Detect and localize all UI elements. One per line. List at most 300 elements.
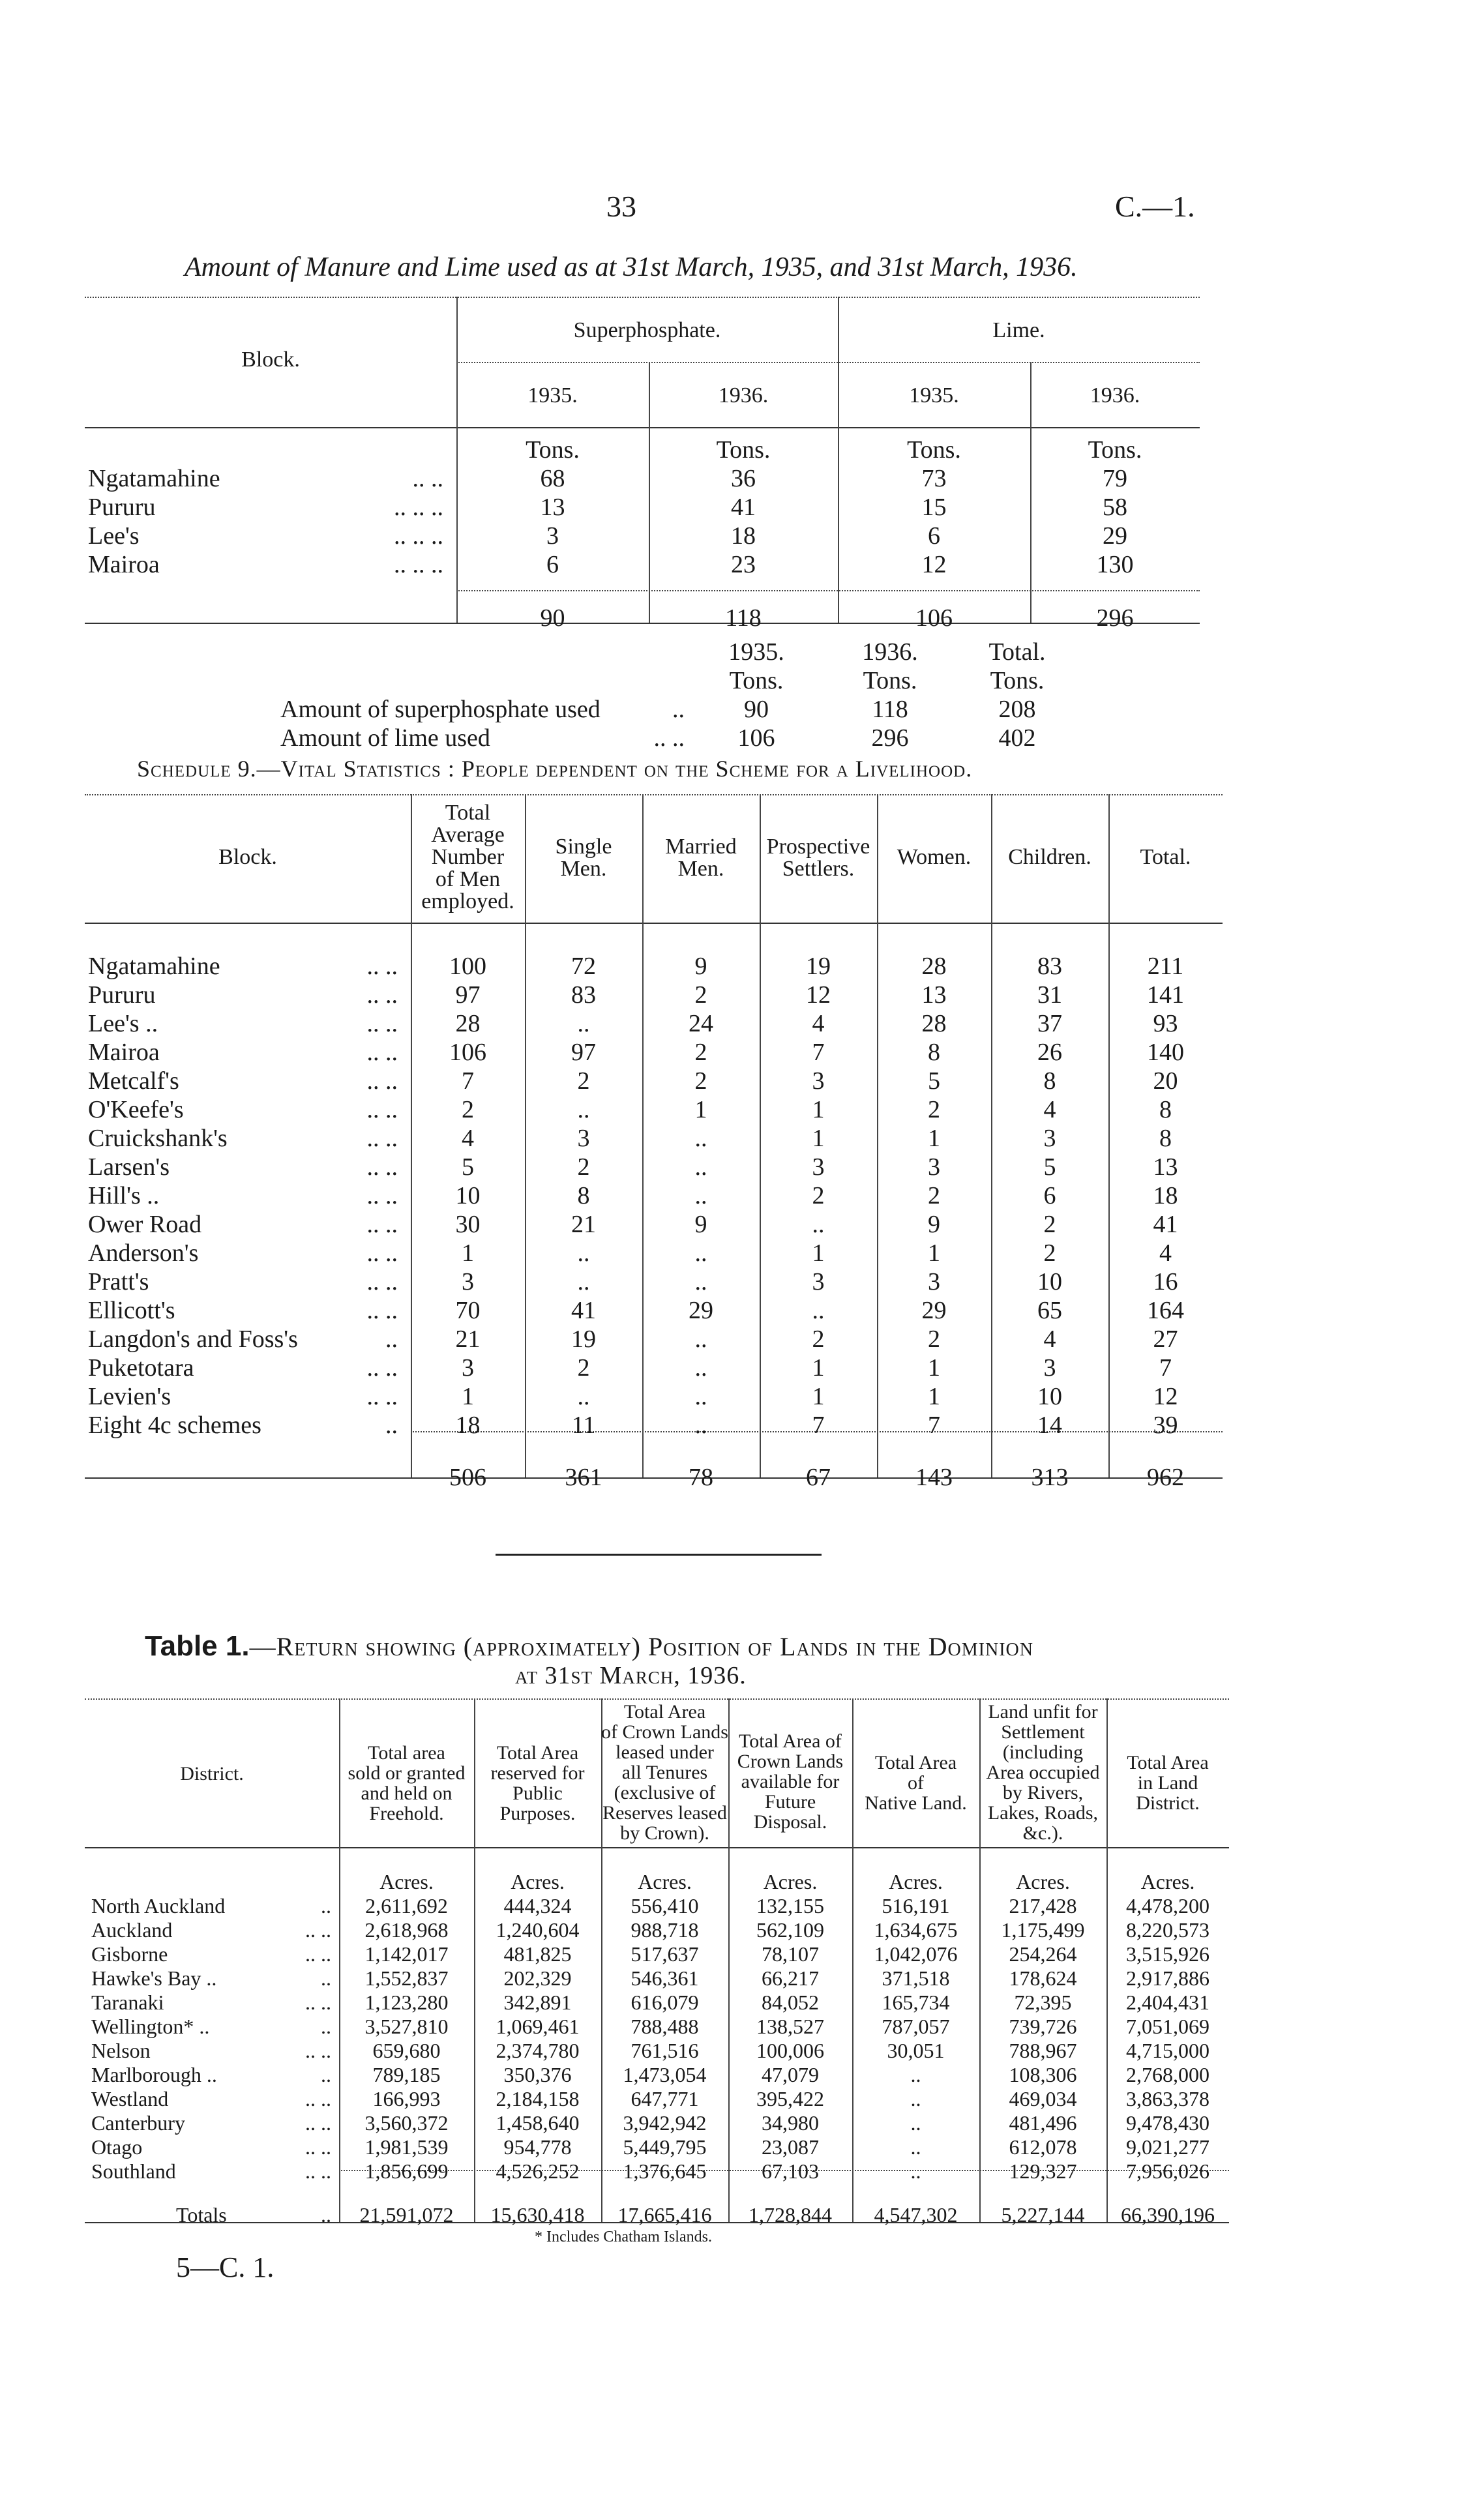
total-cell: 66,390,196 bbox=[1121, 2202, 1215, 2227]
value-cell: 3 bbox=[1043, 1125, 1056, 1152]
leader-dots: .. .. bbox=[305, 2159, 331, 2183]
block-name: Ngatamahine bbox=[88, 953, 220, 980]
value-cell: .. bbox=[694, 1412, 707, 1439]
table-row bbox=[88, 550, 1200, 579]
value-cell: 2 bbox=[462, 1096, 474, 1123]
value-cell: 481,825 bbox=[503, 1942, 572, 1966]
value-cell: 72 bbox=[571, 953, 596, 980]
total-cell: 78 bbox=[689, 1464, 713, 1491]
block-name: Langdon's and Foss's bbox=[88, 1326, 298, 1353]
value-cell: 41 bbox=[731, 494, 756, 521]
header-line: Total Area bbox=[496, 1742, 579, 1764]
unit-cell: Acres. bbox=[638, 1870, 692, 1893]
value-cell: 6 bbox=[928, 522, 940, 550]
total-cell: 106 bbox=[915, 604, 953, 632]
value-cell: 18 bbox=[455, 1412, 481, 1439]
value-cell: 5 bbox=[462, 1153, 474, 1181]
total-header: Total. bbox=[1140, 845, 1191, 869]
summary-value: 208 bbox=[998, 696, 1036, 723]
table-row bbox=[91, 2135, 1229, 2159]
leader-dots: .. bbox=[385, 1326, 398, 1353]
lime-header: Lime. bbox=[992, 318, 1045, 342]
value-cell: 138,527 bbox=[756, 2015, 824, 2038]
leader-dots: .. .. bbox=[366, 981, 398, 1009]
table1-body bbox=[91, 1870, 1229, 2232]
value-cell: 1,240,604 bbox=[496, 1918, 580, 1942]
header-line: Total area bbox=[368, 1742, 445, 1764]
rule bbox=[85, 1698, 1229, 1700]
value-cell: 3 bbox=[1043, 1354, 1056, 1382]
value-cell: 2 bbox=[694, 1067, 707, 1095]
col6-header bbox=[979, 1702, 1106, 1843]
table-row bbox=[88, 522, 1200, 550]
value-cell: 79 bbox=[1103, 465, 1127, 492]
block-name: Eight 4c schemes bbox=[88, 1412, 261, 1439]
header-line: by Rivers, bbox=[1002, 1782, 1084, 1803]
table-row bbox=[88, 1153, 1223, 1181]
year-header: 1936. bbox=[1090, 383, 1140, 407]
value-cell: 4 bbox=[812, 1010, 825, 1037]
summary-year: Total. bbox=[988, 638, 1046, 666]
value-cell: 10 bbox=[1037, 1383, 1062, 1410]
value-cell: 3 bbox=[928, 1153, 940, 1181]
table-row bbox=[88, 1382, 1223, 1411]
value-cell: 24 bbox=[689, 1010, 713, 1037]
district-name: Gisborne bbox=[91, 1942, 168, 1966]
value-cell: 83 bbox=[1037, 953, 1062, 980]
value-cell: 26 bbox=[1037, 1039, 1062, 1066]
value-cell: 12 bbox=[921, 551, 947, 578]
value-cell: 211 bbox=[1147, 953, 1184, 980]
summary-units-row bbox=[280, 666, 1076, 695]
value-cell: 7 bbox=[1159, 1354, 1172, 1382]
value-cell: 19 bbox=[806, 953, 831, 980]
year-header: 1935. bbox=[909, 383, 959, 407]
value-cell: 29 bbox=[1103, 522, 1127, 550]
leader-dots: .. bbox=[321, 1894, 331, 1918]
header-line: Married bbox=[665, 835, 737, 859]
leader-dots: .. .. bbox=[653, 724, 685, 752]
header-line: of Men bbox=[435, 867, 501, 891]
summary-row bbox=[280, 724, 1076, 752]
value-cell: 3,515,926 bbox=[1126, 1942, 1209, 1966]
rule bbox=[85, 923, 1223, 924]
value-cell: 78,107 bbox=[762, 1942, 819, 1966]
summary-value: 402 bbox=[998, 724, 1036, 752]
value-cell: 166,993 bbox=[372, 2087, 441, 2111]
value-cell: .. bbox=[577, 1096, 590, 1123]
table-row bbox=[91, 1966, 1229, 1991]
value-cell: 83 bbox=[571, 981, 596, 1009]
total-cell: 296 bbox=[1096, 604, 1134, 632]
children-header: Children. bbox=[1008, 845, 1091, 869]
value-cell: 19 bbox=[571, 1326, 596, 1353]
value-cell: 789,185 bbox=[372, 2063, 441, 2086]
value-cell: 2 bbox=[577, 1153, 590, 1181]
value-cell: 97 bbox=[455, 981, 481, 1009]
totals-row bbox=[88, 1440, 1223, 1497]
value-cell: 8 bbox=[577, 1182, 590, 1209]
table-row bbox=[88, 1325, 1223, 1354]
value-cell: 141 bbox=[1147, 981, 1184, 1009]
value-cell: 108,306 bbox=[1009, 2063, 1077, 2086]
value-cell: 34,980 bbox=[762, 2111, 819, 2135]
value-cell: 106 bbox=[449, 1039, 486, 1066]
value-cell: .. bbox=[577, 1268, 590, 1296]
value-cell: .. bbox=[694, 1268, 707, 1296]
value-cell: 1,175,499 bbox=[1001, 1918, 1085, 1942]
value-cell: 954,778 bbox=[503, 2135, 572, 2159]
value-cell: 58 bbox=[1103, 494, 1127, 521]
value-cell: 41 bbox=[1153, 1211, 1178, 1238]
total-cell: 361 bbox=[565, 1464, 602, 1491]
district-name: Otago bbox=[91, 2135, 143, 2159]
summary-value: 296 bbox=[871, 724, 909, 752]
total-cell: 90 bbox=[540, 604, 565, 632]
header-line: Land unfit for bbox=[988, 1701, 1098, 1723]
block-name: Lee's bbox=[88, 522, 140, 550]
value-cell: 28 bbox=[921, 1010, 947, 1037]
summary-year: 1935. bbox=[728, 638, 784, 666]
table-row bbox=[88, 1009, 1223, 1038]
unit-cell: Acres. bbox=[763, 1870, 818, 1893]
leader-dots: .. .. bbox=[305, 1991, 331, 2014]
unit-cell: Tons. bbox=[526, 436, 580, 464]
printer-reference: 5—C. 1. bbox=[176, 2251, 275, 2283]
value-cell: 29 bbox=[921, 1297, 947, 1324]
header-line: (including bbox=[1002, 1741, 1084, 1763]
value-cell: 2 bbox=[812, 1182, 825, 1209]
value-cell: 9 bbox=[928, 1211, 940, 1238]
value-cell: 3 bbox=[546, 522, 559, 550]
district-name: Wellington* .. bbox=[91, 2015, 210, 2038]
table-row bbox=[91, 1894, 1229, 1918]
value-cell: 21 bbox=[571, 1211, 596, 1238]
value-cell: .. bbox=[694, 1239, 707, 1267]
table-row bbox=[91, 2087, 1229, 2111]
value-cell: 1 bbox=[812, 1125, 825, 1152]
block-name: Pratt's bbox=[88, 1268, 149, 1296]
district-name: Auckland bbox=[91, 1918, 173, 1942]
value-cell: 1,123,280 bbox=[364, 1991, 449, 2014]
value-cell: 371,518 bbox=[882, 1966, 950, 1990]
value-cell: 27 bbox=[1153, 1326, 1178, 1353]
value-cell: 164 bbox=[1147, 1297, 1184, 1324]
value-cell: 556,410 bbox=[631, 1894, 699, 1918]
leader-dots: .. .. bbox=[366, 1067, 398, 1095]
header-line: Freehold. bbox=[369, 1803, 444, 1824]
year-header: 1936. bbox=[718, 383, 769, 407]
col4-header bbox=[728, 1731, 852, 1832]
value-cell: 3,863,378 bbox=[1126, 2087, 1209, 2111]
total-cell: 143 bbox=[915, 1464, 953, 1491]
value-cell: 178,624 bbox=[1009, 1966, 1077, 1990]
table-row bbox=[88, 1354, 1223, 1382]
value-cell: 93 bbox=[1153, 1010, 1178, 1037]
leader-dots: .. bbox=[385, 1412, 398, 1439]
block-name: Pururu bbox=[88, 494, 156, 521]
value-cell: 30,051 bbox=[887, 2039, 945, 2062]
value-cell: 562,109 bbox=[756, 1918, 824, 1942]
value-cell: 28 bbox=[455, 1010, 481, 1037]
value-cell: 342,891 bbox=[503, 1991, 572, 2014]
table-row bbox=[88, 493, 1200, 522]
block-name: Larsen's bbox=[88, 1153, 170, 1181]
total-cell: 5,227,144 bbox=[1001, 2202, 1085, 2227]
value-cell: 3 bbox=[462, 1268, 474, 1296]
value-cell: .. bbox=[694, 1125, 707, 1152]
value-cell: 516,191 bbox=[882, 1894, 950, 1918]
value-cell: 100 bbox=[449, 953, 486, 980]
table-row bbox=[88, 1067, 1223, 1095]
value-cell: 254,264 bbox=[1009, 1942, 1077, 1966]
value-cell: 1 bbox=[812, 1383, 825, 1410]
value-cell: 7 bbox=[462, 1067, 474, 1095]
table-row bbox=[88, 1038, 1223, 1067]
header-line: by Crown). bbox=[620, 1822, 709, 1844]
value-cell: 761,516 bbox=[631, 2039, 699, 2062]
value-cell: 1,473,054 bbox=[623, 2063, 707, 2086]
value-cell: 3 bbox=[928, 1268, 940, 1296]
married-men-header bbox=[642, 836, 760, 880]
header-line: Reserves leased bbox=[602, 1802, 727, 1824]
summary-value: 118 bbox=[872, 696, 908, 723]
value-cell: 616,079 bbox=[631, 1991, 699, 2014]
leader-dots: .. .. bbox=[366, 1354, 398, 1382]
value-cell: 2 bbox=[694, 1039, 707, 1066]
summary-value: 90 bbox=[744, 696, 769, 723]
value-cell: 13 bbox=[921, 981, 947, 1009]
district-name: Canterbury bbox=[91, 2111, 185, 2135]
table-row bbox=[88, 1095, 1223, 1124]
superphosphate-header: Superphosphate. bbox=[573, 318, 721, 342]
value-cell: 3,527,810 bbox=[364, 2015, 449, 2038]
value-cell: 1 bbox=[462, 1383, 474, 1410]
value-cell: 84,052 bbox=[762, 1991, 819, 2014]
value-cell: 1 bbox=[928, 1125, 940, 1152]
value-cell: 4 bbox=[1043, 1096, 1056, 1123]
total-cell: 506 bbox=[449, 1464, 486, 1491]
col5-header bbox=[852, 1753, 979, 1813]
value-cell: 2,618,968 bbox=[364, 1918, 449, 1942]
value-cell: 28 bbox=[921, 953, 947, 980]
leader-dots: .. .. bbox=[305, 1918, 331, 1942]
value-cell: .. bbox=[577, 1383, 590, 1410]
units-row bbox=[88, 436, 1200, 464]
value-cell: 67,103 bbox=[762, 2159, 819, 2183]
header-line: Public bbox=[512, 1783, 563, 1804]
value-cell: 350,376 bbox=[503, 2063, 572, 2086]
value-cell: 1 bbox=[928, 1354, 940, 1382]
header-line: all Tenures bbox=[621, 1762, 708, 1783]
block-name: Mairoa bbox=[88, 1039, 160, 1066]
header-line: Purposes. bbox=[499, 1803, 576, 1824]
value-cell: 10 bbox=[455, 1182, 481, 1209]
header-line: Number bbox=[431, 845, 505, 869]
value-cell: 47,079 bbox=[762, 2063, 819, 2086]
header-line: Total Area bbox=[623, 1701, 706, 1723]
leader-dots: .. .. bbox=[366, 1125, 398, 1152]
leader-dots: .. .. bbox=[305, 2135, 331, 2159]
header-line: Lakes, Roads, bbox=[987, 1802, 1099, 1824]
value-cell: 3 bbox=[812, 1153, 825, 1181]
unit-cell: Acres. bbox=[1016, 1870, 1070, 1893]
block-name: O'Keefe's bbox=[88, 1096, 184, 1123]
value-cell: .. bbox=[910, 2159, 921, 2183]
summary-row bbox=[280, 695, 1076, 724]
value-cell: 73 bbox=[921, 465, 947, 492]
value-cell: 2 bbox=[577, 1354, 590, 1382]
totals-label: Totals bbox=[176, 2202, 227, 2227]
rule bbox=[85, 794, 1223, 795]
value-cell: .. bbox=[694, 1354, 707, 1382]
value-cell: 2,917,886 bbox=[1126, 1966, 1209, 1990]
table-row bbox=[91, 2039, 1229, 2063]
year-header: 1935. bbox=[527, 383, 578, 407]
value-cell: 132,155 bbox=[756, 1894, 824, 1918]
leader-dots: .. .. bbox=[366, 1211, 398, 1238]
value-cell: 2 bbox=[928, 1096, 940, 1123]
schedule9-title: Schedule 9.—Vital Statistics : People dependent on the Scheme for a Livelihood. bbox=[137, 756, 973, 782]
district-name: Marlborough .. bbox=[91, 2063, 217, 2086]
value-cell: 2 bbox=[812, 1326, 825, 1353]
table-row bbox=[91, 2159, 1229, 2184]
value-cell: 21 bbox=[455, 1326, 481, 1353]
value-cell: .. bbox=[694, 1326, 707, 1353]
table-row bbox=[91, 1991, 1229, 2015]
header-line: Men. bbox=[677, 857, 724, 881]
summary-unit: Tons. bbox=[990, 667, 1045, 694]
district-header: District. bbox=[180, 1763, 244, 1785]
header-line: employed. bbox=[421, 889, 514, 913]
block-name: Anderson's bbox=[88, 1239, 199, 1267]
header-line: District. bbox=[1136, 1792, 1200, 1814]
table-row bbox=[91, 1942, 1229, 1966]
value-cell: 39 bbox=[1153, 1412, 1178, 1439]
leader-dots: .. .. .. bbox=[394, 494, 443, 521]
value-cell: 647,771 bbox=[631, 2087, 699, 2111]
value-cell: 13 bbox=[540, 494, 565, 521]
value-cell: 7,051,069 bbox=[1126, 2015, 1209, 2038]
value-cell: .. bbox=[910, 2063, 921, 2086]
unit-cell: Tons. bbox=[1088, 436, 1142, 464]
value-cell: 517,637 bbox=[631, 1942, 699, 1966]
value-cell: 8,220,573 bbox=[1126, 1918, 1209, 1942]
value-cell: 2 bbox=[694, 981, 707, 1009]
leader-dots: .. .. bbox=[305, 1942, 331, 1966]
total-cell: 4,547,302 bbox=[874, 2202, 958, 2227]
table1-title-line2: at 31st March, 1936. bbox=[515, 1662, 747, 1689]
table-row bbox=[88, 1296, 1223, 1325]
value-cell: 444,324 bbox=[503, 1894, 572, 1918]
header-line: Future bbox=[764, 1791, 816, 1813]
table-row bbox=[88, 981, 1223, 1009]
value-cell: 7 bbox=[928, 1412, 940, 1439]
value-cell: .. bbox=[577, 1239, 590, 1267]
header-line: Average bbox=[431, 823, 505, 847]
value-cell: 3 bbox=[462, 1354, 474, 1382]
value-cell: 18 bbox=[731, 522, 756, 550]
value-cell: 4 bbox=[1043, 1326, 1056, 1353]
value-cell: 4 bbox=[462, 1125, 474, 1152]
table-row bbox=[88, 1181, 1223, 1210]
block-name: Ngatamahine bbox=[88, 465, 220, 492]
value-cell: 1,069,461 bbox=[496, 2015, 580, 2038]
document-reference: C.—1. bbox=[1115, 190, 1195, 223]
col3-header bbox=[601, 1702, 728, 1843]
leader-dots: .. bbox=[321, 2015, 331, 2038]
leader-dots: .. bbox=[321, 2063, 331, 2086]
rule bbox=[85, 427, 1200, 428]
value-cell: 3 bbox=[812, 1067, 825, 1095]
value-cell: 1 bbox=[462, 1239, 474, 1267]
col7-header bbox=[1106, 1753, 1229, 1813]
value-cell: 1 bbox=[928, 1239, 940, 1267]
value-cell: 1,856,699 bbox=[364, 2159, 449, 2183]
value-cell: 2 bbox=[1043, 1239, 1056, 1267]
value-cell: 2 bbox=[928, 1182, 940, 1209]
value-cell: 12 bbox=[1153, 1383, 1178, 1410]
leader-dots: .. .. bbox=[366, 1039, 398, 1066]
single-men-header bbox=[525, 836, 642, 880]
district-name: Southland bbox=[91, 2159, 176, 2183]
value-cell: 36 bbox=[731, 465, 756, 492]
leader-dots: .. .. bbox=[366, 1182, 398, 1209]
header-line: of Crown Lands bbox=[601, 1721, 728, 1743]
value-cell: 1,981,539 bbox=[364, 2135, 449, 2159]
leader-dots: .. .. bbox=[366, 1268, 398, 1296]
block-header: Block. bbox=[218, 845, 277, 869]
value-cell: 2,184,158 bbox=[496, 2087, 580, 2111]
value-cell: 1,458,640 bbox=[496, 2111, 580, 2135]
leader-dots: .. bbox=[321, 1966, 331, 1990]
block-name: Hill's .. bbox=[88, 1182, 160, 1209]
table-row bbox=[88, 952, 1223, 981]
value-cell: .. bbox=[577, 1010, 590, 1037]
value-cell: 3,560,372 bbox=[364, 2111, 449, 2135]
header-line: reserved for bbox=[490, 1762, 585, 1784]
value-cell: 5 bbox=[1043, 1153, 1056, 1181]
leader-dots: .. .. bbox=[366, 1383, 398, 1410]
value-cell: 165,734 bbox=[882, 1991, 950, 2014]
value-cell: .. bbox=[694, 1182, 707, 1209]
leader-dots: .. .. bbox=[305, 2111, 331, 2135]
leader-dots: .. .. bbox=[305, 2039, 331, 2062]
value-cell: 988,718 bbox=[631, 1918, 699, 1942]
value-cell: 788,967 bbox=[1009, 2039, 1077, 2062]
leader-dots: .. bbox=[321, 2202, 331, 2227]
value-cell: 14 bbox=[1037, 1412, 1062, 1439]
value-cell: 129,327 bbox=[1009, 2159, 1077, 2183]
value-cell: 2,611,692 bbox=[365, 1894, 448, 1918]
value-cell: 2 bbox=[1043, 1211, 1056, 1238]
unit-cell: Acres. bbox=[889, 1870, 943, 1893]
value-cell: 11 bbox=[571, 1412, 596, 1439]
value-cell: 4,715,000 bbox=[1126, 2039, 1209, 2062]
summary-label: Amount of lime used bbox=[280, 724, 490, 752]
summary-unit: Tons. bbox=[863, 667, 917, 694]
value-cell: 1,142,017 bbox=[364, 1942, 449, 1966]
total-avg-header bbox=[411, 802, 525, 913]
table1-title-text: —Return showing (approximately) Position of Lands in the Dominion bbox=[249, 1632, 1033, 1661]
value-cell: 6 bbox=[1043, 1182, 1056, 1209]
value-cell: 5,449,795 bbox=[623, 2135, 707, 2159]
prospective-header bbox=[760, 836, 877, 880]
value-cell: 788,488 bbox=[631, 2015, 699, 2038]
value-cell: 3,942,942 bbox=[623, 2111, 707, 2135]
value-cell: 1,634,675 bbox=[874, 1918, 958, 1942]
header-line: available for bbox=[741, 1771, 840, 1792]
